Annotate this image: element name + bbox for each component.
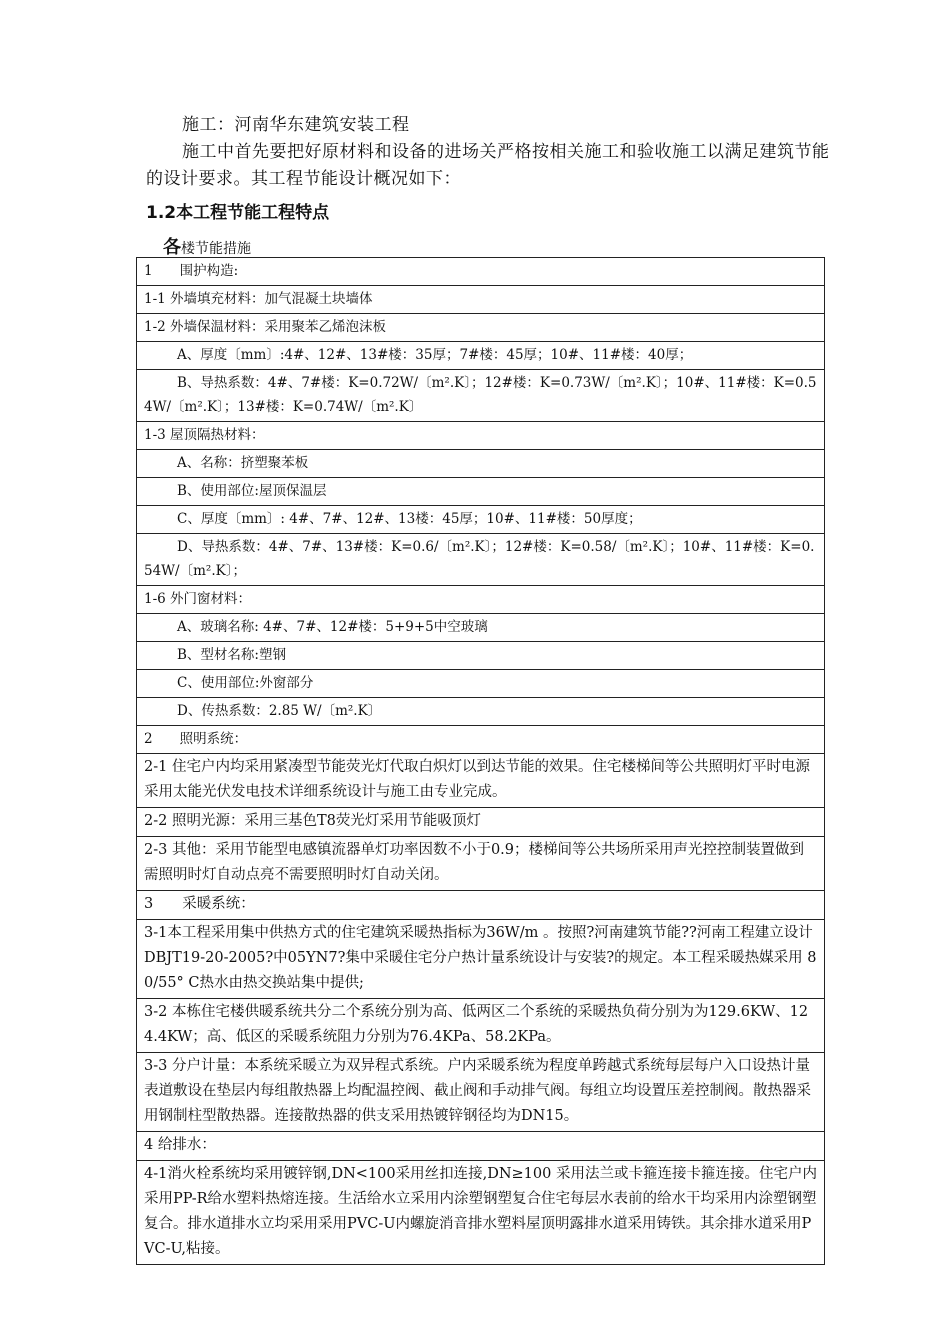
table-row <box>137 1161 825 1265</box>
table-row <box>137 1132 825 1161</box>
table-cell: C、厚度〔mm〕: 4#、7#、12#、13楼：45厚；10#、11#楼：50厚度； <box>137 506 825 534</box>
table-caption <box>163 233 251 259</box>
table-row <box>137 1053 825 1132</box>
table-cell: 3 采暖系统： <box>137 891 825 920</box>
table-row <box>137 614 825 642</box>
table-row <box>137 837 825 891</box>
table-cell: D、导热系数：4#、7#、13#楼：K=0.6/〔m².K〕；12#楼：K=0.58/〔m².K〕；10#、11#楼：K=0.54W/〔m².K〕； <box>137 534 825 586</box>
table-cell: 4-1消火栓系统均采用镀锌钢,DN<100采用丝扣连接,DN≥100 采用法兰或卡箍连接卡箍连接。住宅户内采用PP-R给水塑料热熔连接。生活给水立采用内涂塑钢塑复合住宅每层水表前的给水干均采用内涂塑钢塑复合。排水道排水立均采用采用PVC-U内螺旋消音排水塑料屋顶明露排水道采用铸铁。其余排水道采用PVC-U,粘接。 <box>137 1161 825 1265</box>
table-row <box>137 286 825 314</box>
table-cell: B、使用部位:屋顶保温层 <box>137 478 825 506</box>
table-cell: A、名称：挤塑聚苯板 <box>137 450 825 478</box>
table-cell: A、玻璃名称: 4#、7#、12#楼：5+9+5中空玻璃 <box>137 614 825 642</box>
table-cell: 2-1 住宅户内均采用紧凑型节能荧光灯代取白炽灯以到达节能的效果。住宅楼梯间等公共照明灯平时电源采用太能光伏发电技术详细系统设计与施工由专业完成。 <box>137 754 825 808</box>
table-row <box>137 534 825 586</box>
table-cell: 3-1本工程采用集中供热方式的住宅建筑采暖热指标为36W/m 。按照?河南建筑节能??河南工程建立设计DBJT19-20-2005?中05YN7?集中采暖住宅分户热计量系统设计与安装?的规定。本工程采暖热媒采用 80/55° C热水由热交换站集中提供; <box>137 920 825 999</box>
section-heading: 1.2本工程节能工程特点 <box>146 203 330 223</box>
table-cell: D、传热系数：2.85 W/〔m².K〕 <box>137 698 825 726</box>
energy-measures-table <box>136 257 825 1265</box>
table-cell: B、型材名称:塑钢 <box>137 642 825 670</box>
table-row <box>137 586 825 614</box>
table-cell: 3-2 本栋住宅楼供暖系统共分二个系统分别为高、低两区二个系统的采暖热负荷分别为为129.6KW、124.4KW；高、低区的采暖系统阻力分别为76.4KPa、58.2KPa。 <box>137 999 825 1053</box>
table-row <box>137 670 825 698</box>
table-cell: 1-3 屋顶隔热材料： <box>137 422 825 450</box>
table-cell: 2 照明系统： <box>137 726 825 754</box>
table-row <box>137 808 825 837</box>
table-cell: B、导热系数：4#、7#楼：K=0.72W/〔m².K〕；12#楼：K=0.73W/〔m².K〕；10#、11#楼：K=0.54W/〔m².K〕；13#楼：K=0.74W/〔m².K〕 <box>137 370 825 422</box>
table-row <box>137 698 825 726</box>
table-row <box>137 920 825 999</box>
table-row <box>137 342 825 370</box>
table-row <box>137 642 825 670</box>
table-cell: 1-1 外墙填充材料：加气混凝土块墙体 <box>137 286 825 314</box>
caption-rest: 楼节能措施 <box>181 241 251 257</box>
table-cell: 2-3 其他：采用节能型电感镇流器单灯功率因数不小于0.9；楼梯间等公共场所采用声光控控制装置做到需照明时灯自动点亮不需要照明时灯自动关闭。 <box>137 837 825 891</box>
table-row <box>137 314 825 342</box>
caption-lead: 各 <box>163 237 181 258</box>
table-row <box>137 370 825 422</box>
table-cell: 2-2 照明光源：采用三基色T8荧光灯采用节能吸顶灯 <box>137 808 825 837</box>
table-row <box>137 999 825 1053</box>
table-row <box>137 258 825 286</box>
construction-line: 施工：河南华东建筑安装工程 <box>182 115 410 135</box>
table-row <box>137 450 825 478</box>
table-cell: 4 给排水： <box>137 1132 825 1161</box>
table-cell: A、厚度〔mm〕:4#、12#、13#楼：35厚；7#楼：45厚；10#、11#楼：40厚； <box>137 342 825 370</box>
table-cell: 1 围护构造: <box>137 258 825 286</box>
intro-statement: 施工中首先要把好原材料和设备的进场关严格按相关施工和验收施工以满足建筑节能的设计要求。其工程节能设计概况如下： <box>146 142 830 189</box>
table-row <box>137 422 825 450</box>
table-row <box>137 726 825 754</box>
table-row <box>137 754 825 808</box>
table-cell: 1-2 外墙保温材料：采用聚苯乙烯泡沫板 <box>137 314 825 342</box>
table-cell: 3-3 分户计量：本系统采暖立为双异程式系统。户内采暖系统为程度单跨越式系统每层每户入口设热计量表道敷设在垫层内每组散热器上均配温控阀、截止阀和手动排气阀。每组立均设置压差控制阀。散热器采用钢制柱型散热器。连接散热器的供支采用热镀锌钢径均为DN15。 <box>137 1053 825 1132</box>
table-cell: 1-6 外门窗材料： <box>137 586 825 614</box>
table-row <box>137 891 825 920</box>
table-row <box>137 506 825 534</box>
table-cell: C、使用部位:外窗部分 <box>137 670 825 698</box>
table-row <box>137 478 825 506</box>
